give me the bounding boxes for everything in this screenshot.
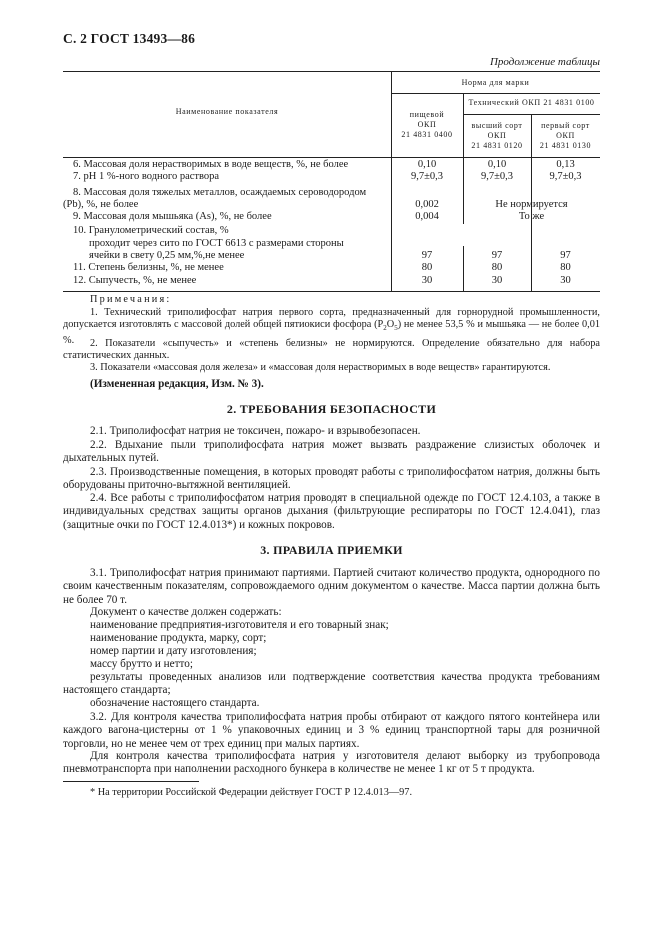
tech-header: Технический ОКП 21 4831 0100 bbox=[468, 98, 595, 107]
section-3-title: 3. ПРАВИЛА ПРИЕМКИ bbox=[260, 543, 403, 557]
cell-tech-first: 0,13 bbox=[556, 159, 575, 170]
section-2-p4: 2.4. Все работы с триполифосфатом натрия проводят в специальной одежде по ГОСТ 12.4.103, а также в индивидуальных средствах защиты органов дыхания (фильтрующие респираторы по ГОСТ 12.4.041), глаз (защитные очки по ГОСТ 12.4.013*) и кожных покровов. bbox=[63, 492, 600, 531]
cell-food: 97 bbox=[421, 250, 433, 261]
section-2-p1: 2.1. Триполифосфат натрия не токсичен, пожаро- и взрывобезопасен. bbox=[90, 425, 421, 437]
note-1-text: 1. Технический триполифосфат натрия первого сорта, предназначенный для горнорудной промышленности, допускается изготовлять с массовой долей общей пятиокиси фосфора (P bbox=[63, 307, 600, 331]
col2-header bbox=[463, 121, 531, 151]
row-name: 11. Степень белизны, %, не менее bbox=[73, 262, 224, 273]
table-row bbox=[63, 171, 600, 182]
cell-tech-span: То же bbox=[518, 211, 545, 222]
footnote: * На территории Российской Федерации действует ГОСТ Р 12.4.013—97. bbox=[90, 787, 413, 798]
table-continuation-label: Продолжение таблицы bbox=[489, 56, 600, 68]
cell-tech-top: 30 bbox=[491, 275, 503, 286]
table-row bbox=[63, 211, 600, 222]
col1-header-line: 21 4831 0400 bbox=[401, 130, 453, 139]
quality-doc-item: номер партии и дату изготовления; bbox=[90, 645, 257, 657]
col1-header bbox=[391, 110, 463, 140]
table-row bbox=[63, 199, 600, 210]
quality-doc-item: массу брутто и нетто; bbox=[90, 658, 193, 670]
row-name: 12. Сыпучесть, %, не менее bbox=[73, 275, 197, 286]
row-name: 10. Гранулометрический состав, % bbox=[73, 225, 229, 236]
notes-title bbox=[90, 294, 600, 306]
note-1-sub: 5 bbox=[394, 324, 398, 333]
note-2: 2. Показатели «сыпучесть» и «степень белизны» не нормируются. Определение обязательно для набора статистических данных. bbox=[63, 338, 600, 362]
quality-doc-item: обозначение настоящего стандарта. bbox=[90, 697, 260, 709]
col2-header-line: 21 4831 0120 bbox=[471, 141, 523, 150]
table-row bbox=[63, 275, 600, 286]
table-row bbox=[63, 159, 600, 170]
cell-tech-span: Не нормируется bbox=[495, 199, 568, 210]
table-row bbox=[63, 187, 600, 198]
section-3-p2: 3.2. Для контроля качества триполифосфата натрия пробы отбирают от каждого пятого контейнера или каждого вагона-цистерны от 1 % упаковочных единиц и 3 % единиц транспортной тары для розничной торговли, но не менее чем от трех единиц при малых партиях. bbox=[63, 711, 600, 750]
cell-tech-top: 0,10 bbox=[487, 159, 507, 170]
col1-header-line: ОКП bbox=[417, 120, 437, 129]
norm-header: Норма для марки bbox=[461, 78, 530, 87]
col-name-header: Наименование показателя bbox=[175, 107, 279, 116]
row-name: (Pb), %, не более bbox=[63, 199, 139, 210]
table-top-rule bbox=[63, 71, 600, 72]
cell-tech-top: 80 bbox=[491, 262, 503, 273]
row-name: 8. Массовая доля тяжелых металлов, осаждаемых сероводородом bbox=[73, 187, 367, 198]
table-row bbox=[63, 262, 600, 273]
section-3-p3: Для контроля качества триполифосфата натрия у изготовителя делают выборку из трубопровода пневмотранспорта при наполнении расходного бункера в количестве не менее 1 кг от 5 т продукта. bbox=[63, 750, 600, 776]
footnote-rule bbox=[63, 781, 199, 782]
col3-header-line: ОКП bbox=[556, 131, 575, 140]
cell-tech-first: 80 bbox=[560, 262, 571, 273]
cell-tech-first: 30 bbox=[560, 275, 571, 286]
cell-food: 0,004 bbox=[415, 211, 439, 222]
note-1-text: O bbox=[386, 319, 395, 331]
col2-header-line: ОКП bbox=[487, 131, 507, 140]
quality-doc-item: наименование продукта, марку, сорт; bbox=[90, 632, 267, 644]
note-3: 3. Показатели «массовая доля железа» и «массовая доля нерастворимых в воде веществ» гарантируются. bbox=[90, 362, 551, 373]
page-header: С. 2 ГОСТ 13493—86 bbox=[63, 31, 196, 46]
table-row bbox=[63, 250, 600, 261]
cell-tech-top: 97 bbox=[491, 250, 503, 261]
row-name: проходит через сито по ГОСТ 6613 с размерами стороны bbox=[89, 238, 344, 249]
cell-tech-top: 9,7±0,3 bbox=[480, 171, 513, 182]
row-name: 9. Массовая доля мышьяка (As), %, не более bbox=[73, 211, 272, 222]
row-name: 6. Массовая доля нерастворимых в воде веществ, %, не более bbox=[73, 159, 349, 170]
note-1-sub: 2 bbox=[383, 324, 387, 333]
col2-header-line: высший сорт bbox=[471, 121, 523, 130]
note-1-text: ) не менее 53,5 % и мышьяка — не более 0,01 %. bbox=[63, 319, 600, 346]
table-header-rule bbox=[63, 157, 600, 158]
section-2-p3: 2.3. Производственные помещения, в которых проводят работы с триполифосфатом натрия, должны быть оборудованы приточно-вытяжной вентиляцией. bbox=[63, 466, 600, 492]
cell-food: 0,10 bbox=[417, 159, 437, 170]
edition-note: (Измененная редакция, Изм. № 3). bbox=[90, 378, 264, 390]
col3-header bbox=[531, 121, 600, 151]
row-name: ячейки в свету 0,25 мм,%,не менее bbox=[89, 250, 245, 261]
cell-food: 30 bbox=[421, 275, 433, 286]
cell-tech-first: 97 bbox=[560, 250, 571, 261]
row-name: 7. pH 1 %-ного водного раствора bbox=[73, 171, 220, 182]
section-3-p1: 3.1. Триполифосфат натрия принимают партиями. Партией считают количество продукта, однородного по своим качественным показателям, сопровождаемого одним документом о качестве. Масса партии должна быть не более 70 т. bbox=[63, 567, 600, 606]
table-row bbox=[63, 225, 600, 236]
notes-title-text: Примечания: bbox=[90, 294, 172, 305]
table-row bbox=[63, 238, 600, 249]
col3-header-line: 21 4831 0130 bbox=[539, 141, 592, 150]
quality-doc-intro: Документ о качестве должен содержать: bbox=[90, 606, 282, 618]
cell-tech-first: 9,7±0,3 bbox=[549, 171, 582, 182]
table-bottom-rule bbox=[63, 291, 600, 292]
cell-food: 9,7±0,3 bbox=[410, 171, 443, 182]
quality-doc-item: результаты проведенных анализов или подтверждение соответствия качества продукта требованиям настоящего стандарта; bbox=[63, 671, 600, 697]
cell-food: 80 bbox=[421, 262, 433, 273]
col1-header-line: пищевой bbox=[409, 110, 445, 119]
section-2-p2: 2.2. Вдыхание пыли триполифосфата натрия может вызвать раздражение слизистых оболочек и дыхательных путей. bbox=[63, 439, 600, 465]
cell-food: 0,002 bbox=[415, 199, 439, 210]
section-2-title: 2. ТРЕБОВАНИЯ БЕЗОПАСНОСТИ bbox=[226, 402, 437, 416]
col3-header-line: первый сорт bbox=[541, 121, 590, 130]
norm-header-rule bbox=[391, 93, 600, 94]
quality-doc-item: наименование предприятия-изготовителя и его товарный знак; bbox=[90, 619, 389, 631]
